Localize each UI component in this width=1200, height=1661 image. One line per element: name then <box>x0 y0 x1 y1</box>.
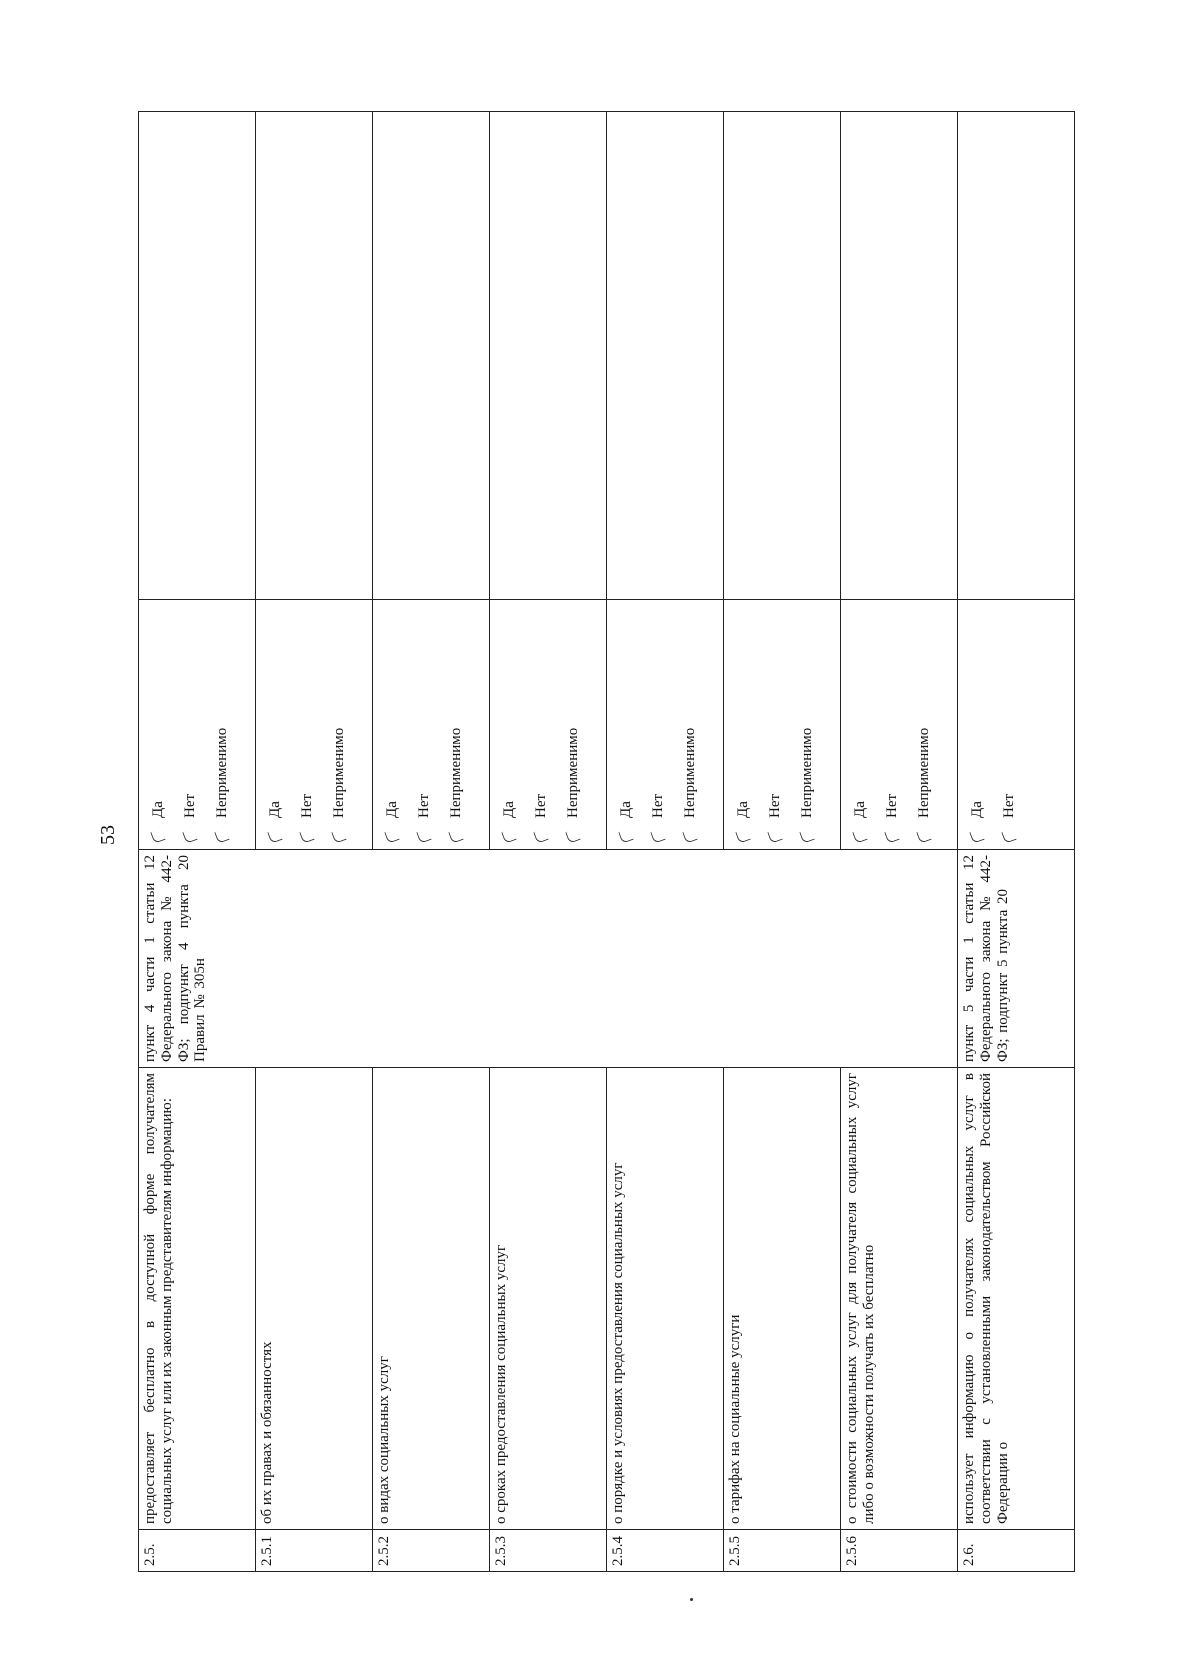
requirement-text: использует информацию о получателях социальных услуг в соответствии с установленными законодательством Российской Федерации о <box>958 1068 1075 1530</box>
radio-label: Да <box>617 801 634 818</box>
item-number: 2.5.6 <box>841 1530 958 1572</box>
radio-option[interactable] <box>440 605 472 842</box>
radio-icon[interactable] <box>299 828 314 843</box>
radio-label: Нет <box>298 793 315 818</box>
table-row <box>724 112 841 1572</box>
radio-label: Нет <box>883 793 900 818</box>
requirement-text: о стоимости социальных услуг для получателя социальных услуг либо о возможности получать их бесплатно <box>841 1068 958 1530</box>
radio-icon[interactable] <box>267 828 282 843</box>
radio-option[interactable] <box>961 605 993 842</box>
note-cell[interactable] <box>373 112 490 600</box>
radio-option[interactable] <box>791 605 823 842</box>
legal-reference <box>373 850 490 1068</box>
answer-options <box>139 600 256 850</box>
radio-group <box>961 605 1025 844</box>
radio-label: Да <box>500 801 517 818</box>
scan-artifact-dot <box>690 1598 693 1601</box>
radio-icon[interactable] <box>682 828 697 843</box>
radio-icon[interactable] <box>448 828 463 843</box>
radio-icon[interactable] <box>565 828 580 843</box>
radio-icon[interactable] <box>384 828 399 843</box>
radio-label: Да <box>968 801 985 818</box>
radio-group <box>142 605 238 844</box>
radio-icon[interactable] <box>969 828 984 843</box>
radio-label: Неприменимо <box>681 727 698 818</box>
requirement-text: о тарифах на социальные услуги <box>724 1068 841 1530</box>
radio-group <box>844 605 940 844</box>
legal-reference <box>256 850 373 1068</box>
radio-option[interactable] <box>408 605 440 842</box>
checklist-table <box>138 111 1075 1572</box>
radio-option[interactable] <box>259 605 291 842</box>
radio-option[interactable] <box>844 605 876 842</box>
radio-icon[interactable] <box>416 828 431 843</box>
radio-icon[interactable] <box>501 828 516 843</box>
note-cell[interactable] <box>607 112 724 600</box>
radio-option[interactable] <box>174 605 206 842</box>
table-row <box>958 112 1075 1572</box>
radio-group <box>376 605 472 844</box>
radio-label: Нет <box>649 793 666 818</box>
table-row <box>256 112 373 1572</box>
radio-option[interactable] <box>674 605 706 842</box>
radio-label: Да <box>149 801 166 818</box>
radio-label: Да <box>851 801 868 818</box>
requirement-text: об их правах и обязанностях <box>256 1068 373 1530</box>
answer-options <box>841 600 958 850</box>
legal-reference <box>607 850 724 1068</box>
item-number: 2.5.2 <box>373 1530 490 1572</box>
table-row <box>841 112 958 1572</box>
radio-icon[interactable] <box>618 828 633 843</box>
table-row <box>373 112 490 1572</box>
radio-icon[interactable] <box>214 828 229 843</box>
radio-icon[interactable] <box>799 828 814 843</box>
radio-option[interactable] <box>142 605 174 842</box>
note-cell[interactable] <box>256 112 373 600</box>
checklist-table-wrapper <box>138 112 1017 1572</box>
radio-label: Неприменимо <box>915 727 932 818</box>
radio-group <box>727 605 823 844</box>
answer-options <box>373 600 490 850</box>
radio-label: Неприменимо <box>213 727 230 818</box>
table-row <box>607 112 724 1572</box>
radio-label: Нет <box>181 793 198 818</box>
item-number: 2.5.4 <box>607 1530 724 1572</box>
radio-icon[interactable] <box>331 828 346 843</box>
radio-label: Неприменимо <box>564 727 581 818</box>
item-number: 2.5.1 <box>256 1530 373 1572</box>
radio-icon[interactable] <box>916 828 931 843</box>
legal-reference <box>841 850 958 1068</box>
radio-option[interactable] <box>291 605 323 842</box>
answer-options <box>607 600 724 850</box>
page-number: 53 <box>97 825 119 845</box>
radio-option[interactable] <box>727 605 759 842</box>
radio-option[interactable] <box>610 605 642 842</box>
radio-label: Да <box>266 801 283 818</box>
radio-label: Да <box>383 801 400 818</box>
item-number: 2.5.3 <box>490 1530 607 1572</box>
requirement-text: о видах социальных услуг <box>373 1068 490 1530</box>
legal-reference: пункт 4 части 1 статьи 12 Федерального закона № 442-ФЗ; подпункт 4 пункта 20 Правил № 305н <box>139 850 256 1068</box>
legal-reference <box>724 850 841 1068</box>
radio-label: Нет <box>532 793 549 818</box>
requirement-text: предоставляет бесплатно в доступной форме получателям социальных услуг или их законным представителям информацию: <box>139 1068 256 1530</box>
radio-option[interactable] <box>206 605 238 842</box>
radio-option[interactable] <box>642 605 674 842</box>
note-cell[interactable] <box>139 112 256 600</box>
radio-label: Неприменимо <box>447 727 464 818</box>
answer-options <box>490 600 607 850</box>
legal-reference <box>490 850 607 1068</box>
radio-icon[interactable] <box>852 828 867 843</box>
radio-group <box>259 605 355 844</box>
radio-option[interactable] <box>323 605 355 842</box>
radio-label: Нет <box>415 793 432 818</box>
note-cell[interactable] <box>724 112 841 600</box>
radio-icon[interactable] <box>650 828 665 843</box>
note-cell[interactable] <box>958 112 1075 600</box>
legal-reference: пункт 5 части 1 статьи 12 Федерального закона № 442-ФЗ; подпункт 5 пункта 20 <box>958 850 1075 1068</box>
radio-option[interactable] <box>993 605 1025 842</box>
item-number: 2.5. <box>139 1530 256 1572</box>
radio-icon[interactable] <box>884 828 899 843</box>
radio-icon[interactable] <box>182 828 197 843</box>
radio-label: Нет <box>766 793 783 818</box>
radio-option[interactable] <box>376 605 408 842</box>
item-number: 2.6. <box>958 1530 1075 1572</box>
answer-options <box>958 600 1075 850</box>
radio-option[interactable] <box>493 605 525 842</box>
radio-icon[interactable] <box>735 828 750 843</box>
requirement-text: о сроках предоставления социальных услуг <box>490 1068 607 1530</box>
radio-icon[interactable] <box>1001 828 1016 843</box>
note-cell[interactable] <box>841 112 958 600</box>
radio-icon[interactable] <box>533 828 548 843</box>
radio-option[interactable] <box>876 605 908 842</box>
answer-options <box>724 600 841 850</box>
note-cell[interactable] <box>490 112 607 600</box>
item-number: 2.5.5 <box>724 1530 841 1572</box>
radio-option[interactable] <box>525 605 557 842</box>
table-row <box>139 112 256 1572</box>
radio-group <box>493 605 589 844</box>
radio-label: Нет <box>1000 793 1017 818</box>
radio-label: Неприменимо <box>330 727 347 818</box>
radio-icon[interactable] <box>767 828 782 843</box>
radio-icon[interactable] <box>150 828 165 843</box>
radio-label: Да <box>734 801 751 818</box>
radio-option[interactable] <box>557 605 589 842</box>
radio-option[interactable] <box>759 605 791 842</box>
answer-options <box>256 600 373 850</box>
requirement-text: о порядке и условиях предоставления социальных услуг <box>607 1068 724 1530</box>
table-row <box>490 112 607 1572</box>
radio-label: Неприменимо <box>798 727 815 818</box>
radio-option[interactable] <box>908 605 940 842</box>
radio-group <box>610 605 706 844</box>
